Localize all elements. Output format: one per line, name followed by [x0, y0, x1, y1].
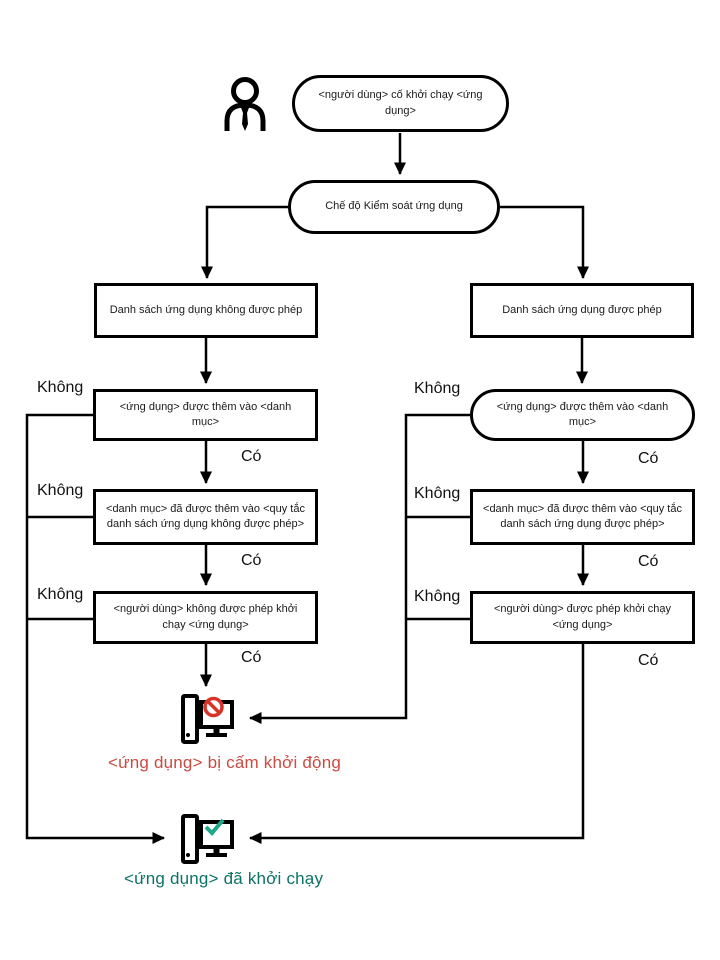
- node-denylist-category-in-rule: <danh mục> đã được thêm vào <quy tắc danh sách ứng dụng không được phép>: [93, 489, 318, 545]
- node-allowlist: Danh sách ứng dụng được phép: [470, 283, 694, 338]
- label-yes-denylist-2: Có: [241, 552, 262, 569]
- edge-allowlist-no-to-blocked: [250, 415, 470, 718]
- node-allowlist-user-launch: <người dùng> được phép khởi chạy <ứng dụng>: [470, 591, 695, 644]
- node-app-control-mode: Chế độ Kiểm soát ứng dụng: [288, 180, 500, 234]
- label-yes-allowlist-2: Có: [638, 553, 659, 570]
- node-allowlist-category-in-rule: <danh mục> đã được thêm vào <quy tắc danh sách ứng dụng được phép>: [470, 489, 695, 545]
- computer-blocked-icon: [183, 696, 232, 742]
- edge-mode-to-denylist: [207, 207, 288, 278]
- label-yes-allowlist-3: Có: [638, 652, 659, 669]
- node-denylist-user-launch: <người dùng> không được phép khởi chạy <ứng dụng>: [93, 591, 318, 644]
- label-yes-denylist-3: Có: [241, 649, 262, 666]
- node-denylist-app-in-category: <ứng dụng> được thêm vào <danh mục>: [93, 389, 318, 441]
- label-no-denylist-2: Không: [37, 482, 84, 499]
- user-icon: [227, 80, 263, 132]
- node-allowlist-app-in-category: <ứng dụng> được thêm vào <danh mục>: [470, 389, 695, 441]
- prohibition-icon: [205, 699, 222, 716]
- edge-mode-to-allowlist: [500, 207, 583, 278]
- node-start: <người dùng> cố khởi chạy <ứng dụng>: [292, 75, 509, 132]
- label-yes-denylist-1: Có: [241, 448, 262, 465]
- edge-allowlist-yes-to-started: [250, 644, 583, 838]
- computer-started-icon: [183, 816, 232, 862]
- label-yes-allowlist-1: Có: [638, 450, 659, 467]
- label-no-allowlist-3: Không: [414, 588, 461, 605]
- node-denylist: Danh sách ứng dụng không được phép: [94, 283, 318, 338]
- result-started-text: <ứng dụng> đã khởi chạy: [124, 869, 324, 888]
- result-blocked-text: <ứng dụng> bị cấm khởi động: [108, 753, 342, 772]
- label-no-allowlist-2: Không: [414, 485, 461, 502]
- label-no-denylist-3: Không: [37, 586, 84, 603]
- label-no-denylist-1: Không: [37, 379, 84, 396]
- label-no-allowlist-1: Không: [414, 380, 461, 397]
